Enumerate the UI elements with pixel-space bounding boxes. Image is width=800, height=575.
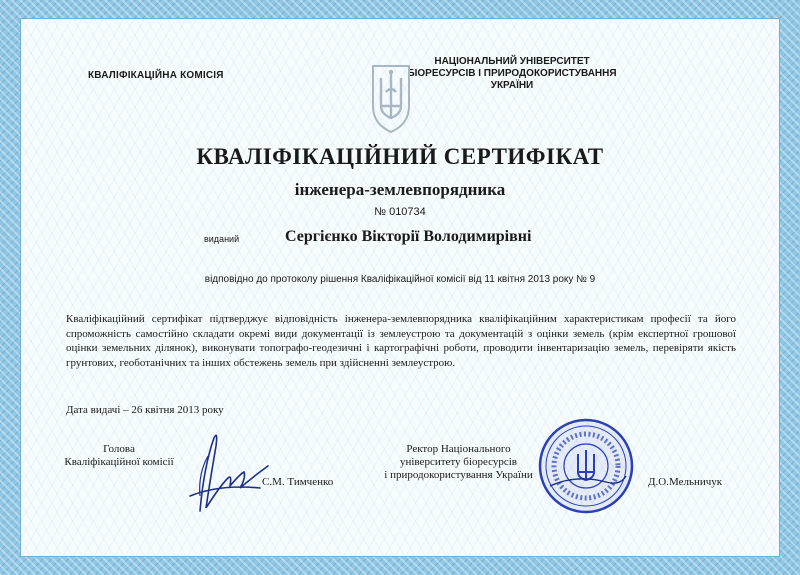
rector-title-line: і природокористування України [384,469,533,481]
university-line: УКРАЇНИ [490,80,534,91]
commission-header: КВАЛІФІКАЦІЙНА КОМІСІЯ [88,70,224,81]
university-line: НАЦІОНАЛЬНИЙ УНІВЕРСИТЕТ [434,56,590,67]
issued-label: виданий [204,234,240,244]
recipient-name: Сергієнко Вікторії Володимирівні [285,228,532,245]
rector-title-line: університету біоресурсів [399,456,517,468]
commission-head-name: С.М. Тимченко [262,476,334,488]
certificate-subtitle: інженера-землевпорядника [294,180,506,199]
commission-head-title [54,443,184,469]
university-header [392,56,632,92]
rector-title [376,443,541,482]
rector-title-line: Ректор Національного [406,443,511,455]
issue-date: Дата видачі – 26 квітня 2013 року [66,404,224,416]
handwritten-signature-icon [170,426,275,516]
head-title-line: Голова [103,443,135,455]
rector-name: Д.О.Мельничук [648,476,723,488]
official-seal-icon [536,416,636,516]
certificate-title: КВАЛІФІКАЦІЙНИЙ СЕРТИФІКАТ [196,144,604,169]
certificate-body [20,18,780,557]
certificate-number: № 010734 [374,206,426,218]
university-line: БІОРЕСУРСІВ І ПРИРОДОКОРИСТУВАННЯ [407,68,617,79]
head-title-line: Кваліфікаційної комісії [64,456,174,468]
protocol-reference: відповідно до протоколу рішення Кваліфікаційної комісії від 11 квітня 2013 року № 9 [204,274,596,285]
trident-coat-of-arms-icon [370,62,412,134]
certificate-description: Кваліфікаційний сертифікат підтверджує відповідність інженера-землевпорядника кваліфікаційним характеристикам професії та його спроможність самостійно складати окремі види документації із землеустрою та документацій з оцінки земель (крім експертної грошової оцінки земельних ділянок), виконувати топографо-геодезичні і картографічні роботи, проводити інвентаризацію земель, перевіряти якість грунтових, геоботанічних та інших обстежень земель при здійсненні землеустрою. [66,313,736,369]
